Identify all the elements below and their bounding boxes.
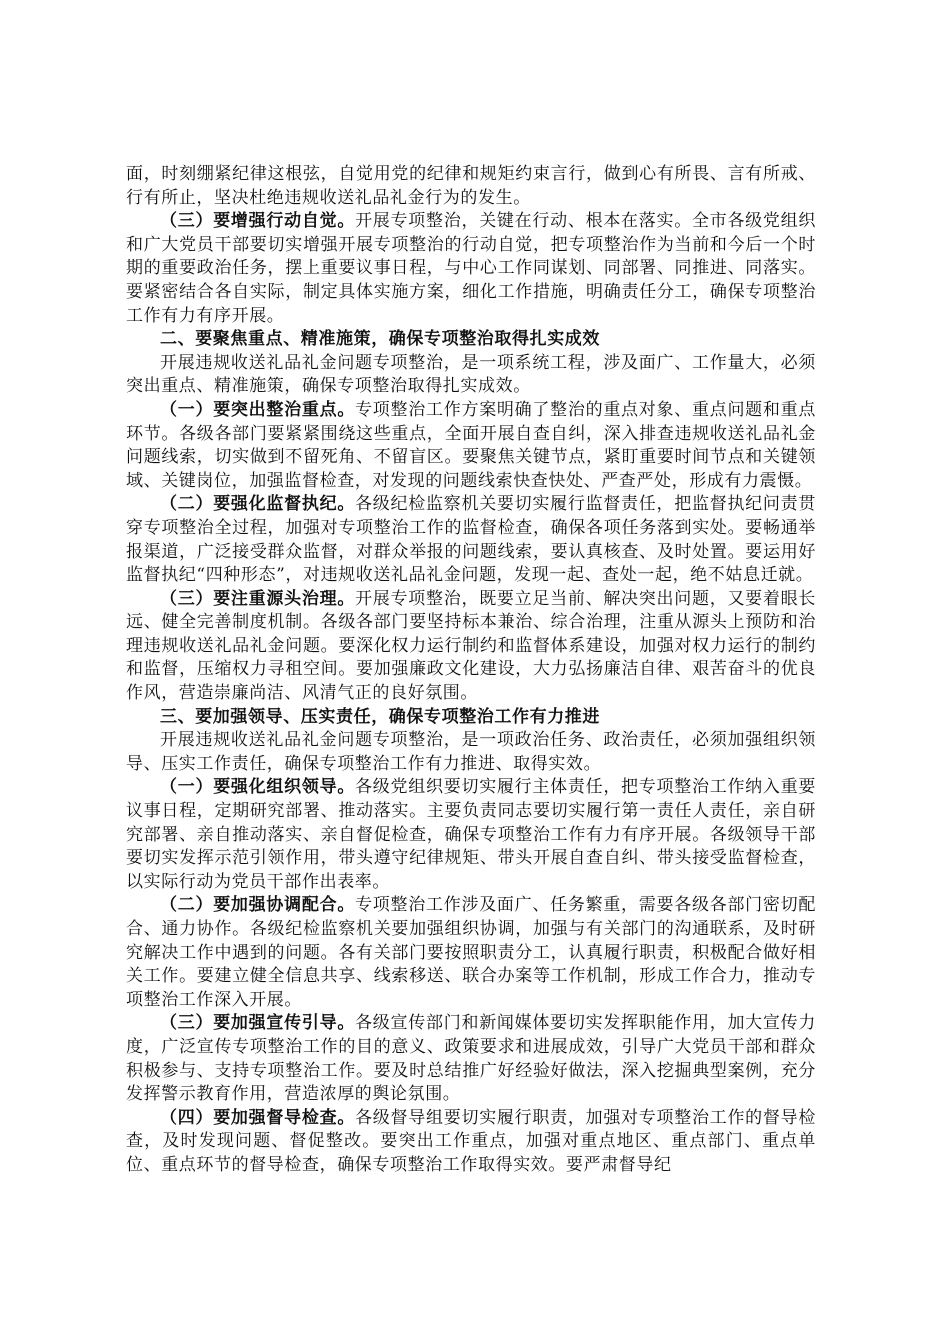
paragraph-lead: （一）要强化组织领导。 <box>160 777 356 798</box>
paragraph-body: 各级纪检监察机关要切实履行监督责任，把监督执纪问责贯穿专项整治全过程，加强对专项整治工作的监督检查，确保各项任务落到实处。要畅通举报渠道，广泛接受群众监督，对群众举报的问题线索，要认真核查、及时处置。要运用好监督执纪“四种形态”，对违规收送礼品礼金问题，发现一起、查处一起，绝不姑息迁就。 <box>126 494 816 586</box>
paragraph-body: 专项整治工作涉及面广、任务繁重，需要各级各部门密切配合、通力协作。各级纪检监察机关要加强组织协调，加强与有关部门的沟通联系，及时研究解决工作中遇到的问题。各有关部门要按照职责分工，认真履行职责，积极配合做好相关工作。要建立健全信息共享、线索移送、联合办案等工作机制，形成工作合力，推动专项整治工作深入开展。 <box>126 895 816 1010</box>
paragraph-source-governance <box>126 588 816 706</box>
paragraph-lead: （二）要强化监督执纪。 <box>160 494 356 515</box>
paragraph-leadership <box>126 776 816 894</box>
paragraph-body: 各级督导组要切实履行职责，加强对专项整治工作的督导检查，及时发现问题、督促整改。要突出工作重点，加强对重点地区、重点部门、重点单位、重点环节的督导检查，确保专项整治工作取得实效。要严肃督导纪 <box>126 1107 816 1175</box>
paragraph-lead: （一）要突出整治重点。 <box>160 399 356 420</box>
paragraph-body: 各级宣传部门和新闻媒体要切实发挥职能作用，加大宣传力度，广泛宣传专项整治工作的目的意义、政策要求和进展成效，引导广大党员干部和群众积极参与、支持专项整治工作。要及时总结推广好经验好做法，深入挖掘典型案例，充分发挥警示教育作用，营造浓厚的舆论氛围。 <box>126 1013 816 1105</box>
paragraph-body: 专项整治工作方案明确了整治的重点对象、重点问题和重点环节。各级各部门要紧紧围绕这些重点，全面开展自查自纠，深入排查违规收送礼品礼金问题线索，切实做到不留死角、不留盲区。要聚焦关键节点，紧盯重要时间节点和关键领域、关键岗位，加强监督检查，对发现的问题线索快查快处、严查严处，形成有力震慑。 <box>126 399 816 491</box>
paragraph-supervision <box>126 493 816 587</box>
paragraph-lead: （四）要加强督导检查。 <box>160 1107 356 1128</box>
paragraph-body: 开展专项整治，关键在行动、根本在落实。全市各级党组织和广大党员干部要切实增强开展专项整治的行动自觉，把专项整治作为当前和今后一个时期的重要政治任务，摆上重要议事日程，与中心工作同谋划、同部署、同推进、同落实。要紧密结合各自实际，制定具体实施方案，细化工作措施，明确责任分工，确保专项整治工作有力有序开展。 <box>126 211 816 326</box>
section-heading-2: 二、要聚焦重点、精准施策，确保专项整治取得扎实成效 <box>160 329 600 350</box>
paragraph-lead: （三）要加强宣传引导。 <box>160 1013 356 1034</box>
paragraph-publicity <box>126 1012 816 1106</box>
paragraph-body: 开展专项整治，既要立足当前、解决突出问题，又要着眼长远、健全完善制度机制。各级各部门要坚持标本兼治、综合治理，注重从源头上预防和治理违规收送礼品礼金问题。要深化权力运行制约和监督体系建设，加强对权力运行的制约和监督，压缩权力寻租空间。要加强廉政文化建设，大力弘扬廉洁自律、艰苦奋斗的优良作风，营造崇廉尚洁、风清气正的良好氛围。 <box>126 588 816 704</box>
paragraph-continued: 面，时刻绷紧纪律这根弦，自觉用党的纪律和规矩约束言行，做到心有所畏、言有所戒、行有所止，坚决杜绝违规收送礼品礼金行为的发生。 <box>126 164 816 208</box>
paragraph-section3-intro: 开展违规收送礼品礼金问题专项整治，是一项政治任务、政治责任，必须加强组织领导、压实工作责任，确保专项整治工作有力推进、取得实效。 <box>126 730 816 774</box>
section-heading-3: 三、要加强领导、压实责任，确保专项整治工作有力推进 <box>160 706 600 727</box>
paragraph-action-awareness <box>126 210 816 328</box>
paragraph-lead: （二）要加强协调配合。 <box>160 895 356 916</box>
paragraph-body: 各级党组织要切实履行主体责任，把专项整治工作纳入重要议事日程，定期研究部署、推动落实。主要负责同志要切实履行第一责任人责任，亲自研究部署、亲自推动落实、亲自督促检查，确保专项整治工作有力有序开展。各级领导干部要切实发挥示范引领作用，带头遵守纪律规矩、带头开展自查自纠、带头接受监督检查，以实际行动为党员干部作出表率。 <box>126 777 816 892</box>
paragraph-lead: （三）要注重源头治理。 <box>160 588 356 609</box>
paragraph-section2-intro: 开展违规收送礼品礼金问题专项整治，是一项系统工程，涉及面广、工作量大，必须突出重点、精准施策，确保专项整治取得扎实成效。 <box>126 352 816 397</box>
paragraph-focus-points <box>126 399 816 493</box>
paragraph-coordination <box>126 894 816 1012</box>
document-page <box>126 163 816 1178</box>
paragraph-lead: （三）要增强行动自觉。 <box>160 211 356 232</box>
paragraph-inspection <box>126 1107 816 1178</box>
